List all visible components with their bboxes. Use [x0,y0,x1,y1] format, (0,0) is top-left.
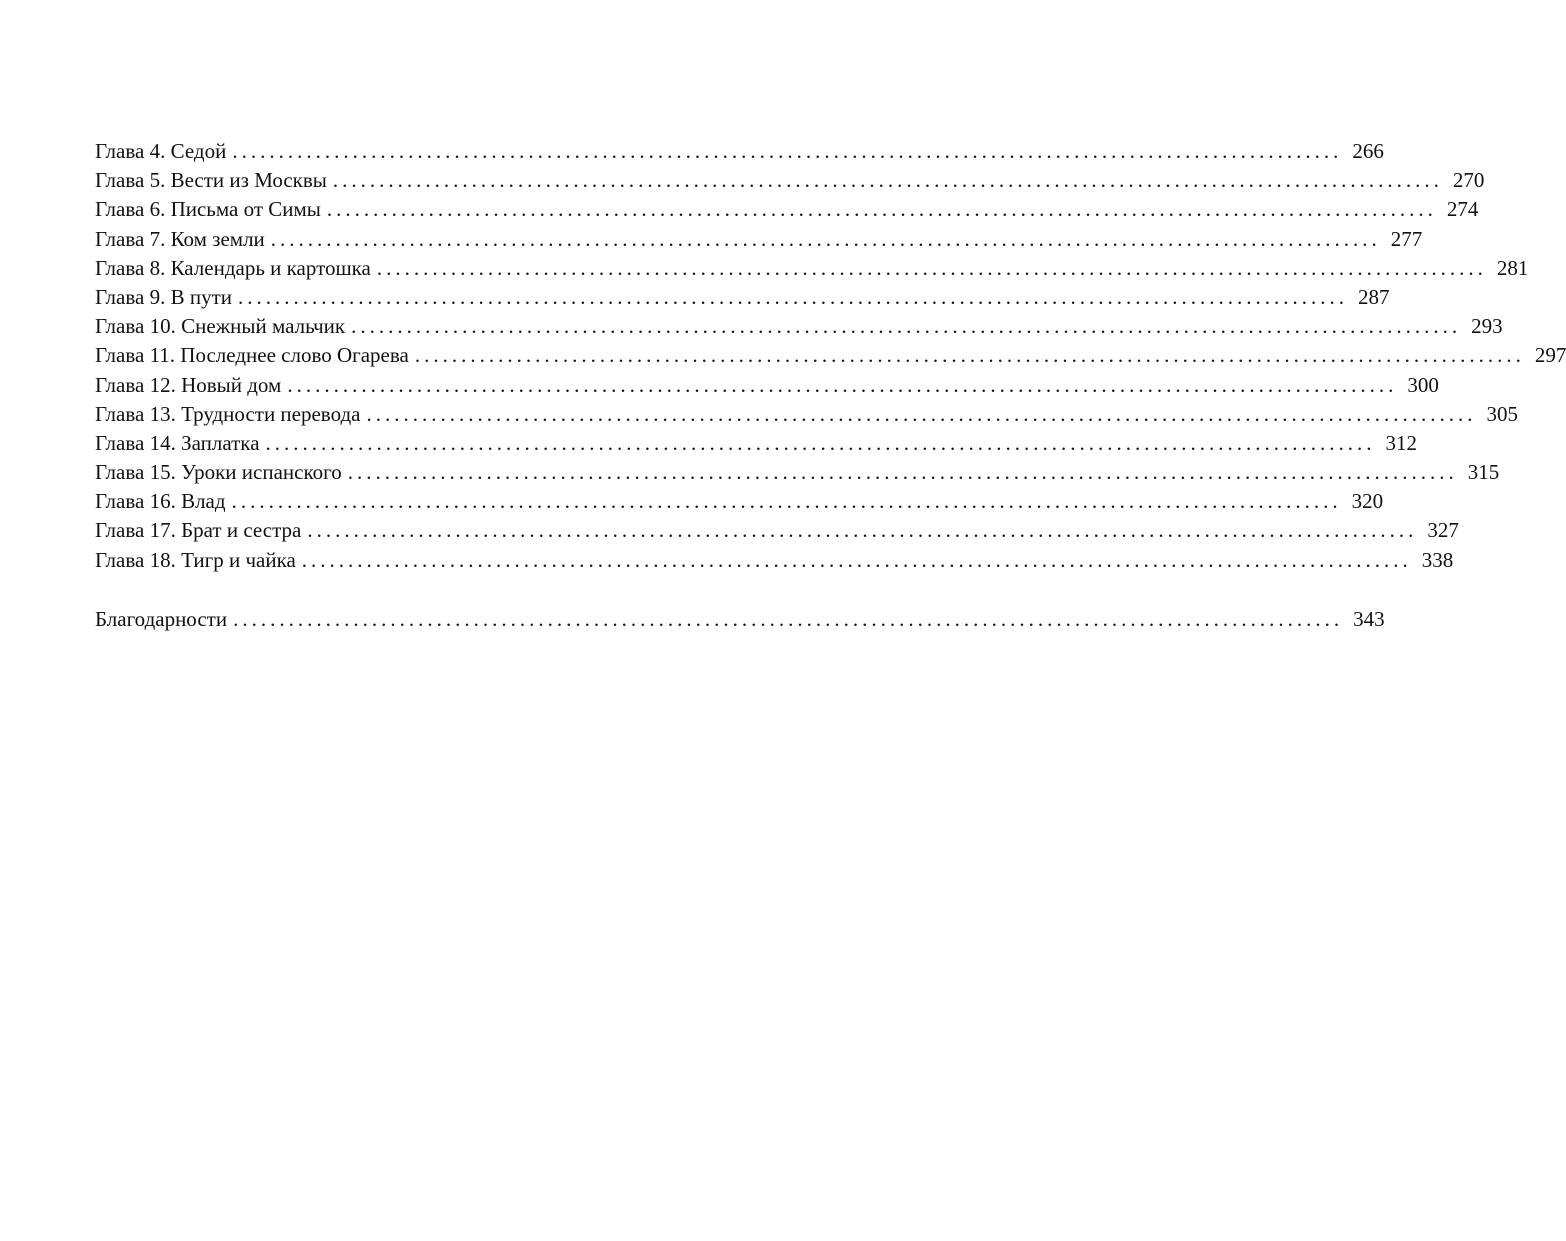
toc-entry[interactable] [95,400,1518,429]
dot-leader: ........................................................................................................................ [231,489,1342,514]
page-number: 281 [1496,255,1529,280]
page-number: 266 [1352,139,1384,163]
toc-entry[interactable] [95,312,1503,341]
chapter-title: Глава 9. В пути [95,284,232,309]
toc-entry[interactable] [95,166,1485,195]
dot-leader: ........................................................................................................................ [376,255,1487,280]
page-number: 305 [1486,401,1518,426]
page-number: 320 [1351,489,1384,514]
toc-entry[interactable] [95,254,1529,283]
chapter-title: Глава 15. Уроки испанского [95,460,342,485]
chapter-title: Глава 4. Седой [95,139,227,163]
section-gap [95,575,635,605]
page-number: 293 [1471,314,1503,339]
dot-leader: ........................................................................................................................ [326,197,1437,222]
chapter-title: Глава 7. Ком земли [95,226,265,251]
toc-entry[interactable] [95,283,1390,312]
chapter-title: Глава 12. Новый дом [95,372,282,397]
toc-entry[interactable] [95,429,1418,458]
page-number: 274 [1446,197,1479,222]
page-number: 338 [1421,547,1454,572]
chapter-title: Глава 5. Вести из Москвы [95,168,327,193]
toc-entry-acknowledgements[interactable] [95,605,1385,634]
dot-leader: ........................................................................................................................ [301,547,1412,572]
page-number: 277 [1390,226,1423,251]
toc-entry[interactable] [95,195,1479,224]
chapter-title: Глава 17. Брат и сестра [95,518,302,543]
table-of-contents [95,137,1566,634]
chapter-title: Глава 16. Влад [95,489,226,514]
toc-entry[interactable] [95,546,1454,575]
chapter-title: Глава 14. Заплатка [95,430,260,455]
toc-entry[interactable] [95,137,1384,166]
dot-leader: ........................................................................................................................ [307,518,1418,543]
chapter-title: Глава 18. Тигр и чайка [95,547,296,572]
dot-leader: ........................................................................................................................ [347,460,1458,485]
page-number: 287 [1357,284,1390,309]
dot-leader: ........................................................................................................................ [265,430,1376,455]
toc-entry[interactable] [95,458,1500,487]
page-number: 300 [1407,372,1439,397]
dot-leader: ........................................................................................................................ [332,168,1443,193]
acknowledgements-title: Благодарности [95,606,228,631]
dot-leader: ........................................................................................................................ [414,343,1525,368]
toc-entry[interactable] [95,341,1566,370]
toc-entry[interactable] [95,225,1423,254]
dot-leader: ........................................................................................................................ [237,284,1348,309]
dot-leader: ........................................................................................................................ [232,139,1343,163]
toc-entry[interactable] [95,371,1439,400]
chapter-title: Глава 6. Письма от Симы [95,197,321,222]
dot-leader: ........................................................................................................................ [351,314,1462,339]
page-number: 270 [1452,168,1485,193]
chapter-title: Глава 10. Снежный мальчик [95,314,346,339]
page-number: 297 [1534,343,1566,368]
chapter-title: Глава 13. Трудности перевода [95,401,361,426]
chapter-title: Глава 8. Календарь и картошка [95,255,371,280]
toc-entry[interactable] [95,516,1459,545]
page-number: 315 [1467,460,1500,485]
page-number: 343 [1353,606,1385,631]
toc-entry[interactable] [95,487,1384,516]
dot-leader: ........................................................................................................................ [287,372,1398,397]
chapter-title: Глава 11. Последнее слово Огарева [95,343,409,368]
chapter-list [95,137,1566,634]
dot-leader: ........................................................................................................................ [233,606,1344,631]
page-number: 327 [1427,518,1459,543]
dot-leader: ........................................................................................................................ [270,226,1381,251]
dot-leader: ........................................................................................................................ [366,401,1477,426]
page-number: 312 [1385,430,1418,455]
